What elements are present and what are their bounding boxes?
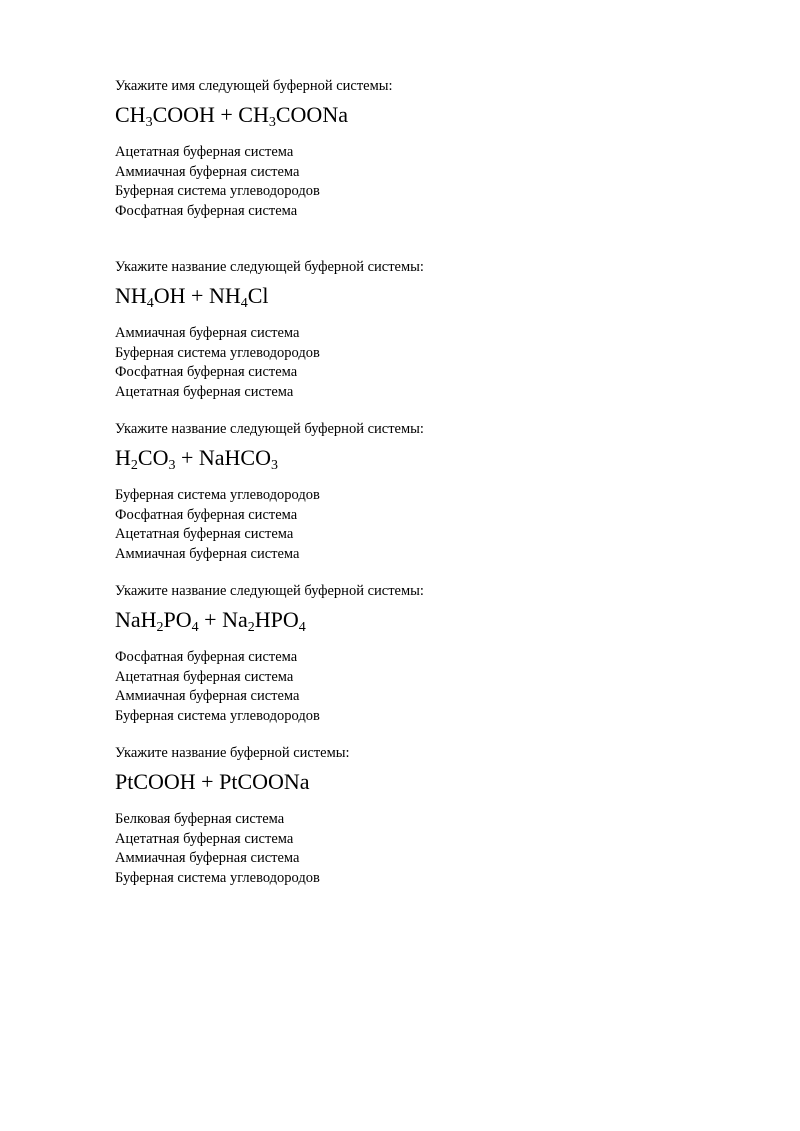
formula-text: HPO bbox=[254, 607, 299, 632]
answer-option: Аммиачная буферная система bbox=[115, 688, 300, 705]
answer-option: Аммиачная буферная система bbox=[115, 163, 300, 180]
answer-options bbox=[115, 324, 735, 402]
formula-subscript: 2 bbox=[130, 458, 138, 473]
answer-option: Буферная система углеводородов bbox=[115, 344, 320, 361]
chemical-formula bbox=[115, 768, 735, 796]
question-1 bbox=[115, 77, 735, 221]
answer-option: Аммиачная буферная система bbox=[115, 325, 300, 341]
formula-text: OH + NH bbox=[153, 283, 241, 308]
answer-option: Буферная система углеводородов bbox=[115, 487, 320, 503]
formula-subscript: 3 bbox=[145, 115, 153, 130]
formula-text: NaH bbox=[115, 607, 157, 632]
answer-option: Ацетатная буферная система bbox=[115, 830, 294, 847]
question-4 bbox=[115, 582, 735, 726]
question-prompt: Укажите название следующей буферной системы: bbox=[115, 259, 424, 275]
formula-subscript: 2 bbox=[247, 620, 255, 635]
formula-text: PtCOOH + PtCOONa bbox=[115, 769, 310, 794]
formula-text: H bbox=[115, 445, 131, 470]
answer-option: Ацетатная буферная система bbox=[115, 526, 294, 543]
answer-option: Белковая буферная система bbox=[115, 811, 285, 827]
answer-options bbox=[115, 486, 735, 564]
formula-text: NH bbox=[115, 283, 147, 308]
answer-options bbox=[115, 143, 735, 221]
formula-subscript: 4 bbox=[298, 620, 306, 635]
answer-option: Фосфатная буферная система bbox=[115, 506, 298, 523]
formula-subscript: 2 bbox=[156, 620, 164, 635]
question-prompt: Укажите название следующей буферной системы: bbox=[115, 421, 424, 437]
answer-options bbox=[115, 648, 735, 726]
formula-text: COONa bbox=[275, 102, 348, 127]
answer-option: Аммиачная буферная система bbox=[115, 850, 300, 867]
chemical-formula bbox=[115, 282, 735, 310]
answer-option: Буферная система углеводородов bbox=[115, 183, 320, 200]
formula-text: PO bbox=[163, 607, 192, 632]
formula-subscript: 4 bbox=[240, 296, 248, 311]
answer-option: Фосфатная буферная система bbox=[115, 649, 298, 665]
question-2 bbox=[115, 258, 735, 402]
answer-option: Фосфатная буферная система bbox=[115, 364, 298, 381]
question-prompt: Укажите название буферной системы: bbox=[115, 745, 350, 761]
answer-option: Ацетатная буферная система bbox=[115, 668, 294, 685]
formula-subscript: 4 bbox=[146, 296, 154, 311]
answer-option: Фосфатная буферная система bbox=[115, 202, 298, 219]
formula-subscript: 4 bbox=[191, 620, 199, 635]
answer-options bbox=[115, 810, 735, 888]
chemical-formula bbox=[115, 606, 735, 634]
chemical-formula bbox=[115, 101, 735, 129]
formula-subscript: 3 bbox=[168, 458, 176, 473]
answer-option: Буферная система углеводородов bbox=[115, 707, 320, 724]
formula-text: CH bbox=[115, 102, 146, 127]
chemical-formula bbox=[115, 444, 735, 472]
question-5 bbox=[115, 744, 735, 888]
formula-text: CO bbox=[137, 445, 169, 470]
formula-text: + NaHCO bbox=[175, 445, 271, 470]
question-3 bbox=[115, 420, 735, 564]
answer-option: Аммиачная буферная система bbox=[115, 545, 300, 562]
question-prompt: Укажите название следующей буферной системы: bbox=[115, 583, 424, 599]
formula-text: COOH + CH bbox=[152, 102, 269, 127]
formula-subscript: 3 bbox=[268, 115, 276, 130]
answer-option: Ацетатная буферная система bbox=[115, 383, 294, 400]
answer-option: Буферная система углеводородов bbox=[115, 869, 320, 886]
formula-subscript: 3 bbox=[270, 458, 278, 473]
formula-text: Cl bbox=[247, 283, 269, 308]
answer-option: Ацетатная буферная система bbox=[115, 144, 294, 160]
question-prompt: Укажите имя следующей буферной системы: bbox=[115, 78, 393, 94]
formula-text: + Na bbox=[198, 607, 248, 632]
